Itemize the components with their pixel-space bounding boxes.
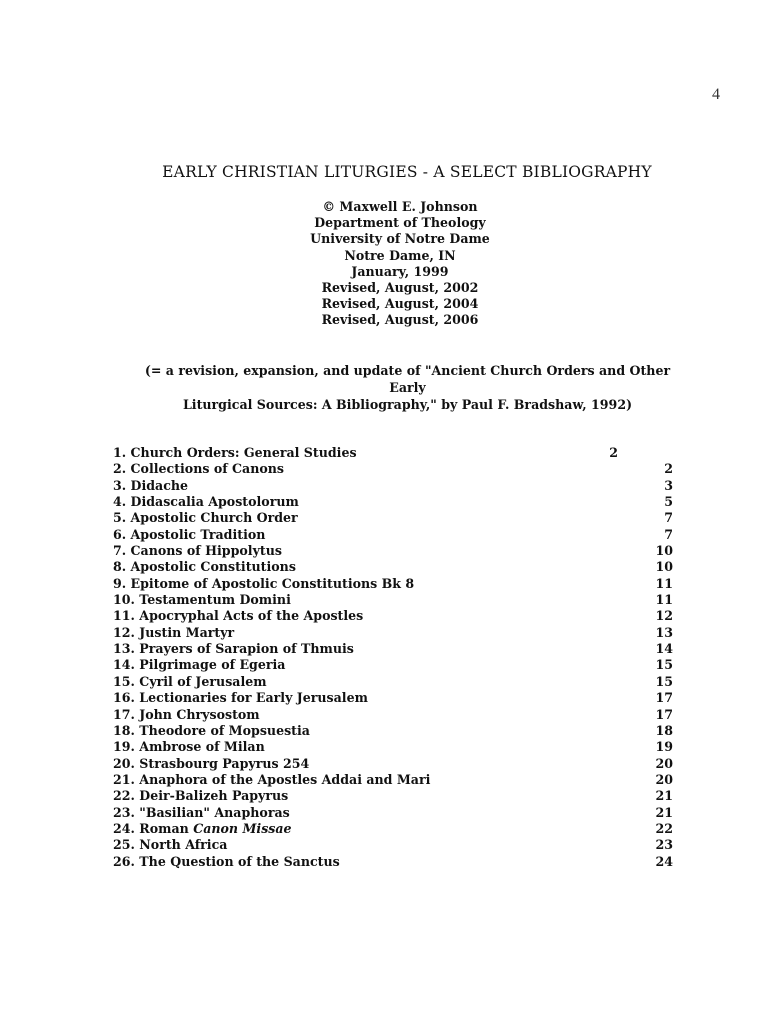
toc-entry-label (113, 494, 299, 510)
toc-entry (113, 723, 673, 739)
toc-entry-label (113, 756, 309, 772)
toc-entry-text: 8. Apostolic Constitutions (113, 559, 296, 575)
toc-entry-label (113, 739, 265, 755)
document-title: EARLY CHRISTIAN LITURGIES - A SELECT BIBLIOGRAPHY (162, 163, 652, 181)
location: Notre Dame, IN (344, 247, 456, 263)
toc-entry (113, 527, 673, 543)
toc-entry (113, 772, 673, 788)
table-of-contents (113, 445, 673, 870)
date-original: January, 1999 (351, 263, 449, 279)
toc-entry-text: 16. Lectionaries for Early Jerusalem (113, 690, 368, 706)
toc-entry-text: 24. Roman (113, 820, 194, 836)
toc-entry (113, 756, 673, 772)
toc-entry-page: 10 (655, 559, 673, 575)
toc-entry-label (113, 559, 296, 575)
toc-entry (113, 461, 673, 477)
toc-entry-page: 12 (655, 608, 673, 624)
toc-entry-page: 18 (655, 722, 673, 738)
toc-entry-page: 7 (664, 526, 673, 542)
toc-entry-text: 1. Church Orders: General Studies (113, 445, 357, 460)
toc-entry-label (113, 707, 260, 723)
toc-entry (113, 576, 673, 592)
toc-entry-label (113, 805, 290, 821)
toc-entry-text: 10. Testamentum Domini (113, 592, 291, 608)
toc-entry-label (113, 788, 288, 804)
toc-entry-page: 21 (655, 804, 673, 820)
toc-entry-text: 23. "Basilian" Anaphoras (113, 804, 290, 820)
toc-entry-label (113, 657, 285, 673)
toc-entry-page: 10 (655, 543, 673, 559)
toc-entry (113, 625, 673, 641)
university: University of Notre Dame (310, 231, 490, 247)
toc-entry-page: 14 (655, 641, 673, 657)
toc-entry (113, 559, 673, 575)
toc-entry (113, 641, 673, 657)
toc-entry-label (113, 608, 363, 624)
toc-entry (113, 478, 673, 494)
toc-entry-label (113, 461, 284, 477)
toc-entry (113, 837, 673, 853)
toc-entry-text: 20. Strasbourg Papyrus 254 (113, 755, 310, 771)
revision-note (140, 362, 675, 413)
toc-entry-text: 21. Anaphora of the Apostles Addai and Mari (113, 771, 431, 787)
toc-entry-page: 17 (655, 690, 673, 706)
toc-entry-text: 19. Ambrose of Milan (113, 739, 265, 755)
toc-entry-page: 2 (609, 445, 618, 460)
toc-entry-text: 11. Apocryphal Acts of the Apostles (113, 608, 364, 624)
toc-entry-text: 12. Justin Martyr (113, 624, 235, 640)
toc-entry-page: 20 (655, 771, 673, 787)
toc-entry-text: 2. Collections of Canons (113, 461, 285, 477)
toc-entry-label (113, 527, 265, 543)
toc-entry (113, 543, 673, 559)
toc-entry (113, 674, 673, 690)
toc-entry-label (113, 821, 292, 837)
toc-entry-label (113, 641, 354, 657)
toc-entry-label (113, 510, 298, 526)
toc-entry-page: 15 (655, 657, 673, 673)
toc-entry-label (113, 723, 310, 739)
toc-entry-text: 26. The Question of the Sanctus (113, 853, 340, 869)
toc-entry-text: 5. Apostolic Church Order (113, 510, 298, 526)
toc-entry-text: 18. Theodore of Mopsuestia (113, 722, 310, 738)
toc-entry-page: 24 (655, 853, 673, 869)
toc-entry-text: 13. Prayers of Sarapion of Thmuis (113, 641, 354, 657)
toc-entry-text: 9. Epitome of Apostolic Constitutions Bk 8 (113, 575, 415, 591)
toc-entry-text: 7. Canons of Hippolytus (113, 543, 282, 559)
toc-entry (113, 690, 673, 706)
toc-entry (113, 854, 673, 870)
toc-entry-label (113, 576, 414, 592)
toc-entry-label (113, 445, 357, 461)
page-number: 4 (712, 86, 720, 103)
toc-entry-page: 7 (664, 510, 673, 526)
toc-entry-label (113, 674, 267, 690)
toc-entry-page: 20 (655, 755, 673, 771)
toc-entry (113, 707, 673, 723)
toc-entry-page: 17 (655, 706, 673, 722)
toc-entry-text: 6. Apostolic Tradition (113, 526, 266, 542)
date-revised-2004: Revised, August, 2004 (321, 296, 479, 312)
toc-entry-label (113, 772, 430, 788)
toc-entry (113, 788, 673, 804)
toc-entry (113, 657, 673, 673)
toc-entry-label (113, 478, 188, 494)
toc-entry-label (113, 543, 282, 559)
toc-entry (113, 608, 673, 624)
toc-entry (113, 805, 673, 821)
toc-entry (113, 445, 673, 461)
toc-entry-text: 15. Cyril of Jerusalem (113, 673, 267, 689)
toc-entry-text: 3. Didache (113, 477, 189, 493)
toc-entry-page: 15 (655, 673, 673, 689)
toc-entry-italic-text: Canon Missae (193, 820, 292, 836)
date-revised-2002: Revised, August, 2002 (321, 280, 479, 296)
toc-entry-page: 21 (655, 788, 673, 804)
toc-entry-page: 5 (664, 494, 673, 510)
toc-entry-page: 11 (655, 592, 673, 608)
toc-entry-page: 22 (655, 820, 673, 836)
toc-entry (113, 592, 673, 608)
toc-entry-page: 23 (655, 837, 673, 853)
toc-entry-text: 4. Didascalia Apostolorum (113, 494, 299, 510)
toc-entry-label (113, 690, 368, 706)
toc-entry-page: 3 (664, 477, 673, 493)
toc-entry-text: 17. John Chrysostom (113, 706, 260, 722)
toc-entry-page: 13 (655, 624, 673, 640)
toc-entry (113, 739, 673, 755)
department: Department of Theology (314, 215, 486, 231)
toc-entry-label (113, 837, 227, 853)
copyright-author: © Maxwell E. Johnson (322, 199, 478, 214)
author-block (0, 199, 768, 329)
toc-entry (113, 510, 673, 526)
toc-entry-text: 14. Pilgrimage of Egeria (113, 657, 286, 673)
revision-note-line-1: (= a revision, expansion, and update of "Ancient Church Orders and Other Early (144, 363, 671, 395)
toc-entry-page: 11 (655, 575, 673, 591)
toc-entry (113, 494, 673, 510)
toc-entry-label (113, 592, 291, 608)
toc-entry-page: 2 (664, 461, 673, 477)
toc-entry-text: 22. Deir-Balizeh Papyrus (113, 788, 289, 804)
toc-entry-label (113, 854, 340, 870)
toc-entry-label (113, 625, 234, 641)
date-revised-2006: Revised, August, 2006 (321, 312, 479, 328)
revision-note-line-2: Liturgical Sources: A Bibliography," by Paul F. Bradshaw, 1992) (182, 397, 633, 412)
toc-entry-page: 19 (655, 739, 673, 755)
toc-entry (113, 821, 673, 837)
toc-entry-text: 25. North Africa (113, 837, 228, 853)
